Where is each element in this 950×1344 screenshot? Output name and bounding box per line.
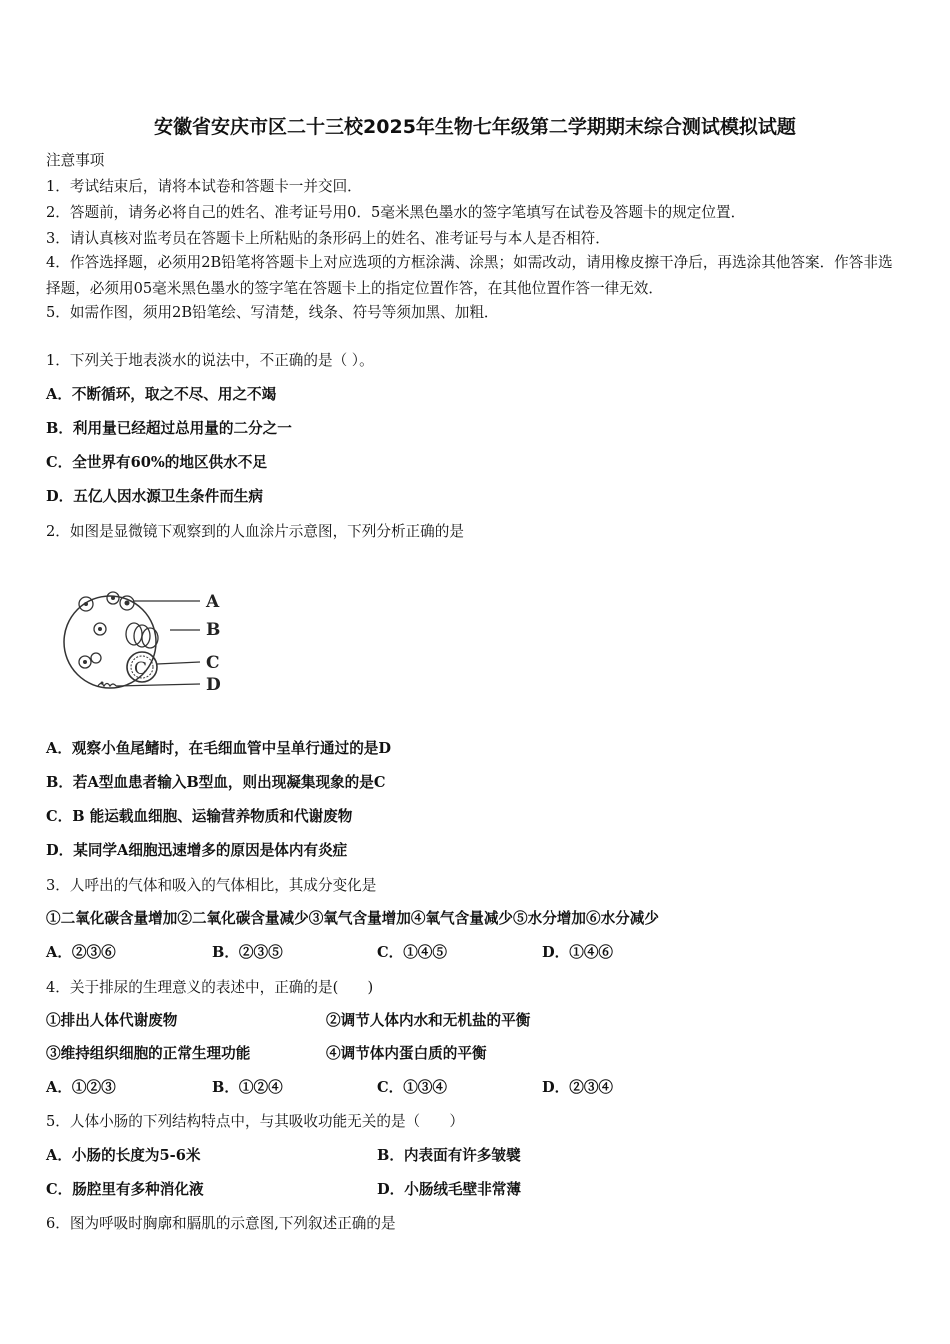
option: C．①④⑤ [377, 944, 447, 961]
option: B．若A型血患者输入B型血，则出现凝集现象的是C [46, 774, 386, 791]
option: B．内表面有许多皱襞 [377, 1147, 521, 1164]
exam-title: 安徽省安庆市区二十三校2025年生物七年级第二学期期末综合测试模拟试题 [154, 116, 796, 138]
option: A．小肠的长度为5-6米 [46, 1147, 201, 1164]
blood-smear-figure [58, 582, 228, 704]
question-stem: 3．人呼出的气体和吸入的气体相比，其成分变化是 [46, 877, 377, 894]
question-statement: ②调节人体内水和无机盐的平衡 [326, 1012, 531, 1029]
leader-line [157, 662, 200, 664]
blood-cell [125, 601, 130, 606]
option: C．B 能运载血细胞、运输营养物质和代谢废物 [46, 808, 353, 825]
option: C．①③④ [377, 1079, 447, 1096]
option: C．全世界有60%的地区供水不足 [46, 454, 267, 471]
option: D．②③④ [542, 1079, 614, 1096]
option: B．①②④ [212, 1079, 283, 1096]
label-a: A [206, 592, 220, 612]
notice-item: 1．考试结束后，请将本试卷和答题卡一并交回． [46, 178, 362, 195]
question-statement: ①排出人体代谢废物 [46, 1012, 178, 1029]
notice-item: 4．作答选择题，必须用2B铅笔将答题卡上对应选项的方框涂满、涂黑；如需改动，请用橡皮擦干净后，再选涂其他答案．作答非选择题，必须用05毫米黑色墨水的签字笔在答题卡上的指定位置作答，在其他位置作答一律无效． [46, 254, 893, 297]
option: D．某同学A细胞迅速增多的原因是体内有炎症 [46, 842, 348, 859]
question-statement: ①二氧化碳含量增加②二氧化碳含量减少③氧气含量增加④氧气含量减少⑤水分增加⑥水分减少 [46, 910, 659, 927]
blood-cell [111, 596, 115, 600]
blood-cell [84, 602, 88, 606]
question-stem: 5．人体小肠的下列结构特点中，与其吸收功能无关的是（ ） [46, 1113, 464, 1130]
option: A．观察小鱼尾鳍时，在毛细血管中呈单行通过的是D [46, 740, 392, 757]
svg-text:C: C [134, 659, 148, 679]
question-statement: ④调节体内蛋白质的平衡 [326, 1045, 487, 1062]
question-stem: 2．如图是显微镜下观察到的人血涂片示意图，下列分析正确的是 [46, 523, 464, 540]
blood-cell [83, 660, 87, 664]
notice-heading: 注意事项 [46, 152, 105, 169]
question-statement: ③维持组织细胞的正常生理功能 [46, 1045, 251, 1062]
label-c: C [206, 653, 220, 673]
option: D．①④⑥ [542, 944, 614, 961]
blood-cell [98, 627, 102, 631]
notice-item: 2．答题前，请务必将自己的姓名、准考证号用0．5毫米黑色墨水的签字笔填写在试卷及答题卡的规定位置． [46, 204, 746, 221]
option: C．肠腔里有多种消化液 [46, 1181, 204, 1198]
platelet [98, 684, 116, 687]
option: A．②③⑥ [46, 944, 116, 961]
option: D．五亿人因水源卫生条件而生病 [46, 488, 263, 505]
question-stem: 6．图为呼吸时胸廓和膈肌的示意图,下列叙述正确的是 [46, 1215, 396, 1232]
option: D．小肠绒毛壁非常薄 [377, 1181, 522, 1198]
platelet [101, 682, 104, 685]
blood-cell [91, 653, 101, 663]
option: B．利用量已经超过总用量的二分之一 [46, 420, 292, 437]
notice-item: 3．请认真核对监考员在答题卡上所粘贴的条形码上的姓名、准考证号与本人是否相符． [46, 230, 610, 247]
label-d: D [206, 675, 221, 695]
notice-item: 5．如需作图，须用2B铅笔绘、写清楚，线条、符号等须加黑、加粗． [46, 304, 499, 321]
question-stem: 1．下列关于地表淡水的说法中，不正确的是（ ）。 [46, 352, 374, 369]
option: A．①②③ [46, 1079, 116, 1096]
label-b: B [206, 620, 221, 640]
option: B．②③⑤ [212, 944, 283, 961]
question-stem: 4．关于排尿的生理意义的表述中，正确的是( ) [46, 979, 374, 996]
option: A．不断循环，取之不尽、用之不竭 [46, 386, 277, 403]
